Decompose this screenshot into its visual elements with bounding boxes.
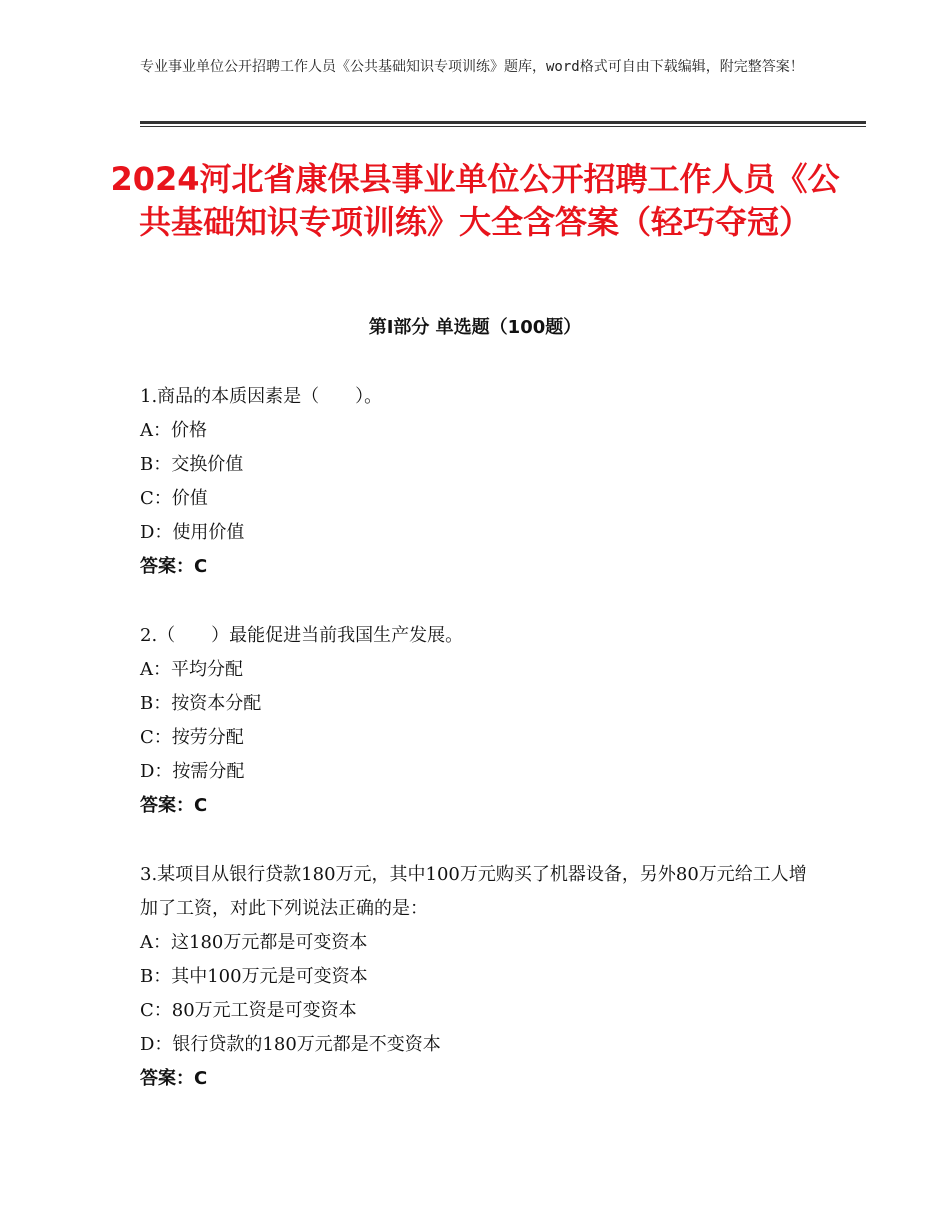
question-2 — [140, 619, 820, 823]
option-b: B：交换价值 — [140, 454, 244, 475]
section-title: 第Ⅰ部分 单选题（100题） — [368, 317, 582, 338]
option-a: A：价格 — [140, 420, 207, 441]
option-c: C：80万元工资是可变资本 — [140, 1000, 357, 1021]
option-d: D：按需分配 — [140, 761, 245, 782]
question-1 — [140, 380, 820, 584]
question-stem: 3.某项目从银行贷款180万元，其中100万元购买了机器设备，另外80万元给工人增加了工资，对此下列说法正确的是： — [140, 864, 807, 919]
option-c: C：按劳分配 — [140, 727, 244, 748]
option-c: C：价值 — [140, 488, 208, 509]
question-3 — [140, 858, 820, 1096]
option-d: D：使用价值 — [140, 522, 245, 543]
answer: 答案：C — [140, 556, 208, 577]
option-b: B：按资本分配 — [140, 693, 262, 714]
header-note: 专业事业单位公开招聘工作人员《公共基础知识专项训练》题库，word格式可自由下载编辑，附完整答案！ — [140, 59, 804, 75]
option-a: A：这180万元都是可变资本 — [140, 932, 368, 953]
option-a: A：平均分配 — [140, 659, 243, 680]
document-title: 2024河北省康保县事业单位公开招聘工作人员《公共基础知识专项训练》大全含答案（轻巧夺冠） — [110, 160, 840, 241]
option-b: B：其中100万元是可变资本 — [140, 966, 368, 987]
header-divider-thin — [140, 126, 866, 127]
answer: 答案：C — [140, 795, 208, 816]
question-stem: 1.商品的本质因素是（ ）。 — [140, 386, 383, 407]
option-d: D：银行贷款的180万元都是不变资本 — [140, 1034, 441, 1055]
question-stem: 2.（ ）最能促进当前我国生产发展。 — [140, 625, 464, 646]
answer: 答案：C — [140, 1068, 208, 1089]
header-divider-thick — [140, 121, 866, 124]
